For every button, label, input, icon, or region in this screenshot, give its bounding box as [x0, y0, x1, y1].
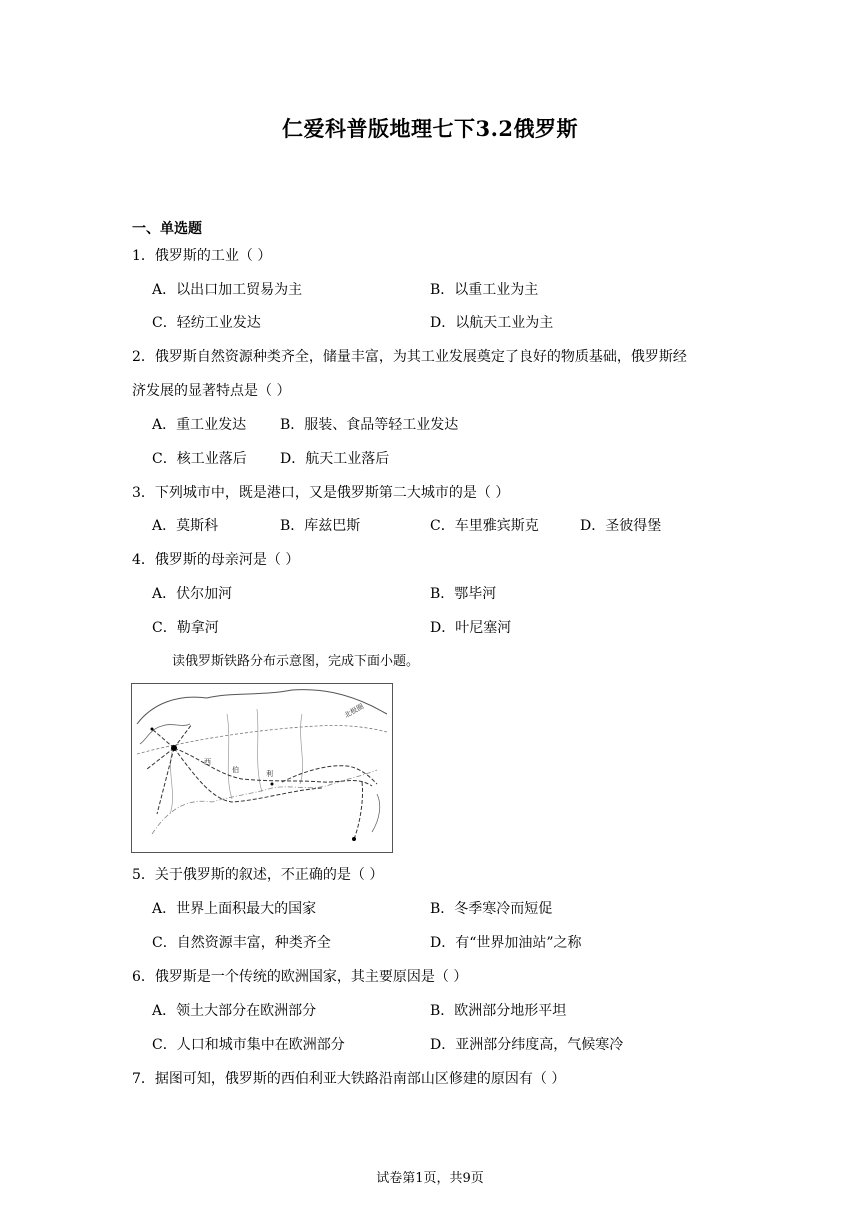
question-5-option-c: C．自然资源丰富，种类齐全: [152, 935, 331, 951]
page-footer: 试卷第1页，共9页: [376, 1171, 484, 1186]
question-2-option-a: A．重工业发达: [152, 417, 247, 433]
question-1-option-d: D．以航天工业为主: [430, 315, 554, 331]
arctic-circle-label: 北极圈: [343, 702, 366, 720]
city-marker: [151, 728, 154, 731]
railway-network: [147, 724, 377, 839]
river-ob: [227, 714, 232, 799]
railway-map-graphic: [132, 684, 392, 852]
question-1-stem: 1．俄罗斯的工业（ ）: [132, 248, 272, 264]
question-3-stem: 3．下列城市中，既是港口，又是俄罗斯第二大城市的是（ ）: [132, 485, 510, 501]
trans-siberian-railway: [174, 748, 372, 786]
page-title: 仁爱科普版地理七下3.2俄罗斯: [281, 116, 579, 141]
question-4-option-c: C．勒拿河: [152, 620, 219, 636]
question-5-option-b: B．冬季寒冷而短促: [430, 901, 553, 917]
section-heading: 一、单选题: [132, 221, 202, 237]
map-label-bo: 伯: [232, 766, 239, 774]
question-3-option-b: B．库兹巴斯: [280, 518, 361, 534]
question-5-option-d: D．有“世界加油站”之称: [430, 935, 582, 951]
question-6-option-b: B．欧洲部分地形平坦: [430, 1003, 567, 1019]
city-marker: [271, 783, 274, 786]
map-label-li: 利: [266, 770, 273, 778]
question-6-option-a: A．领土大部分在欧洲部分: [152, 1003, 317, 1019]
question-4-option-b: B．鄂毕河: [430, 586, 497, 602]
question-6-stem: 6．俄罗斯是一个传统的欧洲国家，其主要原因是（ ）: [132, 969, 468, 985]
question-1-option-b: B．以重工业为主: [430, 282, 539, 298]
map-label-xi: 西: [204, 758, 211, 766]
railway-line: [174, 748, 322, 802]
question-5-stem: 5．关于俄罗斯的叙述，不正确的是（ ）: [132, 867, 384, 883]
question-6-option-c: C．人口和城市集中在欧洲部分: [152, 1037, 345, 1053]
map-intro-text: 读俄罗斯铁路分布示意图，完成下面小题。: [172, 654, 420, 669]
question-2-stem-line-1: 2．俄罗斯自然资源种类齐全，储量丰富，为其工业发展奠定了良好的物质基础，俄罗斯经: [132, 349, 687, 365]
question-6-option-d: D．亚洲部分纬度高，气候寒冷: [430, 1037, 624, 1053]
question-3-option-a: A．莫斯科: [152, 518, 219, 534]
question-2-stem-line-2: 济发展的显著特点是（ ）: [132, 383, 291, 399]
railway-line: [152, 729, 174, 748]
city-marker: [352, 837, 356, 841]
state-border: [152, 770, 377, 834]
river-yenisei: [257, 709, 262, 792]
moscow-city-marker: [171, 745, 177, 751]
question-3-option-c: C．车里雅宾斯克: [430, 518, 539, 534]
question-4-option-d: D．叶尼塞河: [430, 620, 512, 636]
question-2-option-d: D．航天工业落后: [280, 451, 390, 467]
question-5-option-a: A．世界上面积最大的国家: [152, 901, 317, 917]
question-7-stem: 7．据图可知，俄罗斯的西伯利亚大铁路沿南部山区修建的原因有（ ）: [132, 1071, 566, 1087]
islands-coast: [372, 794, 380, 832]
question-4-stem: 4．俄罗斯的母亲河是（ ）: [132, 552, 300, 568]
question-2-option-b: B．服装、食品等轻工业发达: [280, 417, 459, 433]
question-2-option-c: C．核工业落后: [152, 451, 247, 467]
scandinavia-coast: [140, 724, 190, 744]
question-1-option-a: A．以出口加工贸易为主: [152, 282, 303, 298]
question-3-option-d: D．圣彼得堡: [580, 518, 662, 534]
railway-line: [147, 748, 174, 769]
question-4-option-a: A．伏尔加河: [152, 586, 233, 602]
russia-railway-map: [131, 683, 393, 853]
arctic-coastline: [137, 690, 387, 724]
railway-line: [354, 782, 363, 839]
question-1-option-c: C．轻纺工业发达: [152, 315, 261, 331]
